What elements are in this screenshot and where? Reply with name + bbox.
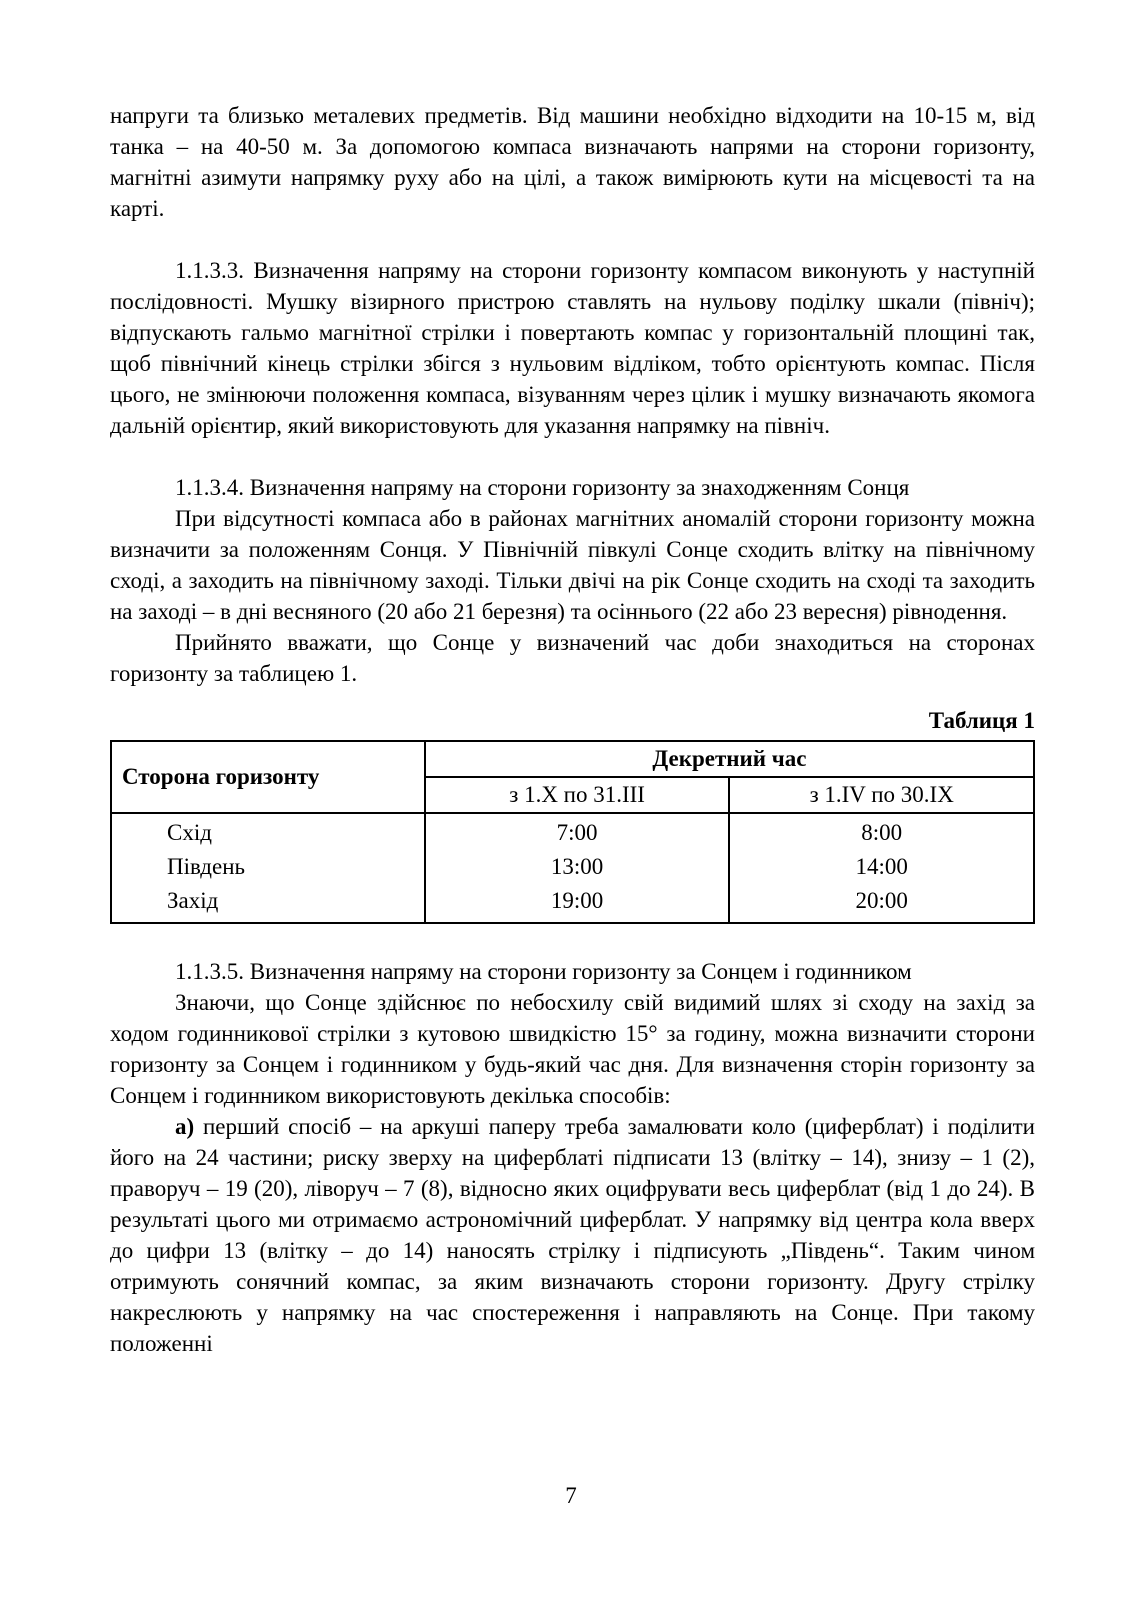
table-cell-time-winter: 7:00 <box>425 813 730 850</box>
table-cell-time-winter: 19:00 <box>425 884 730 923</box>
table-subheader-summer: з 1.IV по 30.IX <box>729 777 1034 813</box>
table-row <box>111 850 1034 884</box>
table-cell-side: Схід <box>111 813 425 850</box>
paragraph-gap <box>110 940 1035 956</box>
paragraph-sun-position: При відсутності компаса або в районах магнітних аномалій сторони горизонту можна визначити за положенням Сонця. У Північній півкулі Сонце сходить влітку на північному сході, а заходить на північному заході. Тільки двічі на рік Сонце сходить на сході та заходить на заході – в дні весняного (20 або 21 березня) та осіннього (22 або 23 вересня) рівнодення. <box>110 506 1035 624</box>
table-cell-time-winter: 13:00 <box>425 850 730 884</box>
table-header-decree-time: Декретний час <box>425 741 1034 777</box>
method-a-text: перший спосіб – на аркуші паперу треба замалювати коло (циферблат) і поділити його на 24 частини; риску зверху на циферблаті підписати 13 (влітку – 14), знизу – 1 (2), праворуч – 19 (20), ліворуч – 7 (8), відносно яких оцифрувати весь циферблат (від 1 до 24). В результаті цього ми отримаємо астрономічний циферблат. У напрямку від центра кола вверх до цифри 13 (влітку – до 14) наносять стрілку і підписують „Південь“. Таким чином отримують сонячний компас, за яким визначають сторони горизонту. Другу стрілку накреслюють у напрямку на час спостереження і направляють на Сонце. При такому положенні <box>110 1114 1035 1356</box>
paragraph-gap <box>110 224 1035 255</box>
page-number: 7 <box>565 1483 577 1508</box>
table-row <box>111 884 1034 923</box>
sun-position-table <box>110 740 1035 924</box>
table-header-side: Сторона горизонту <box>111 741 425 813</box>
table-cell-time-summer: 20:00 <box>729 884 1034 923</box>
table-cell-side: Південь <box>111 850 425 884</box>
table-header-row <box>111 741 1034 777</box>
paragraph-sun-clock: Знаючи, що Сонце здійснює по небосхилу свій видимий шлях зі сходу на захід за ходом годинникової стрілки з кутовою швидкістю 15° за годину, можна визначити сторони горизонту за Сонцем і годинником у будь-який час дня. Для визначення сторін горизонту за Сонцем і годинником використовують декілька способів: <box>110 990 1035 1108</box>
paragraph-gap <box>110 689 1035 705</box>
paragraph-1-1-3-3: 1.1.3.3. Визначення напряму на сторони горизонту компасом виконують у наступній послідовності. Мушку візирного пристрою ставлять на нульову поділку шкали (північ); відпускають гальмо магнітної стрілки і повертають компас у горизонтальній площині так, щоб північний кінець стрілки збігся з нульовим відліком, тобто орієнтують компас. Після цього, не змінюючи положення компаса, візуванням через цілик і мушку визначають якомога дальній орієнтир, який використовують для указання напрямку на північ. <box>110 258 1035 438</box>
paragraph-1-1-3-4-heading: 1.1.3.4. Визначення напряму на сторони горизонту за знаходженням Сонця <box>175 475 910 500</box>
table-caption: Таблиця 1 <box>928 708 1035 733</box>
table-cell-time-summer: 8:00 <box>729 813 1034 850</box>
table-subheader-winter: з 1.X по 31.III <box>425 777 730 813</box>
paragraph-gap <box>110 441 1035 472</box>
paragraph-method-a <box>110 1111 1035 1359</box>
method-a-label: а) <box>175 1114 195 1139</box>
paragraph-gap <box>110 924 1035 940</box>
table-row <box>111 813 1034 850</box>
table-cell-side: Захід <box>111 884 425 923</box>
paragraph-1-1-3-5-heading: 1.1.3.5. Визначення напряму на сторони горизонту за Сонцем і годинником <box>175 959 912 984</box>
paragraph-table-intro: Прийнято вважати, що Сонце у визначений час доби знаходиться на сторонах горизонту за таблицею 1. <box>110 630 1035 686</box>
paragraph-compass-distance: напруги та близько металевих предметів. Від машини необхідно відходити на 10-15 м, від танка – на 40-50 м. За допомогою компаса визначають напрями на сторони горизонту, магнітні азимути напрямку руху або на цілі, а також вимірюють кути на місцевості та на карті. <box>110 103 1035 221</box>
table-cell-time-summer: 14:00 <box>729 850 1034 884</box>
